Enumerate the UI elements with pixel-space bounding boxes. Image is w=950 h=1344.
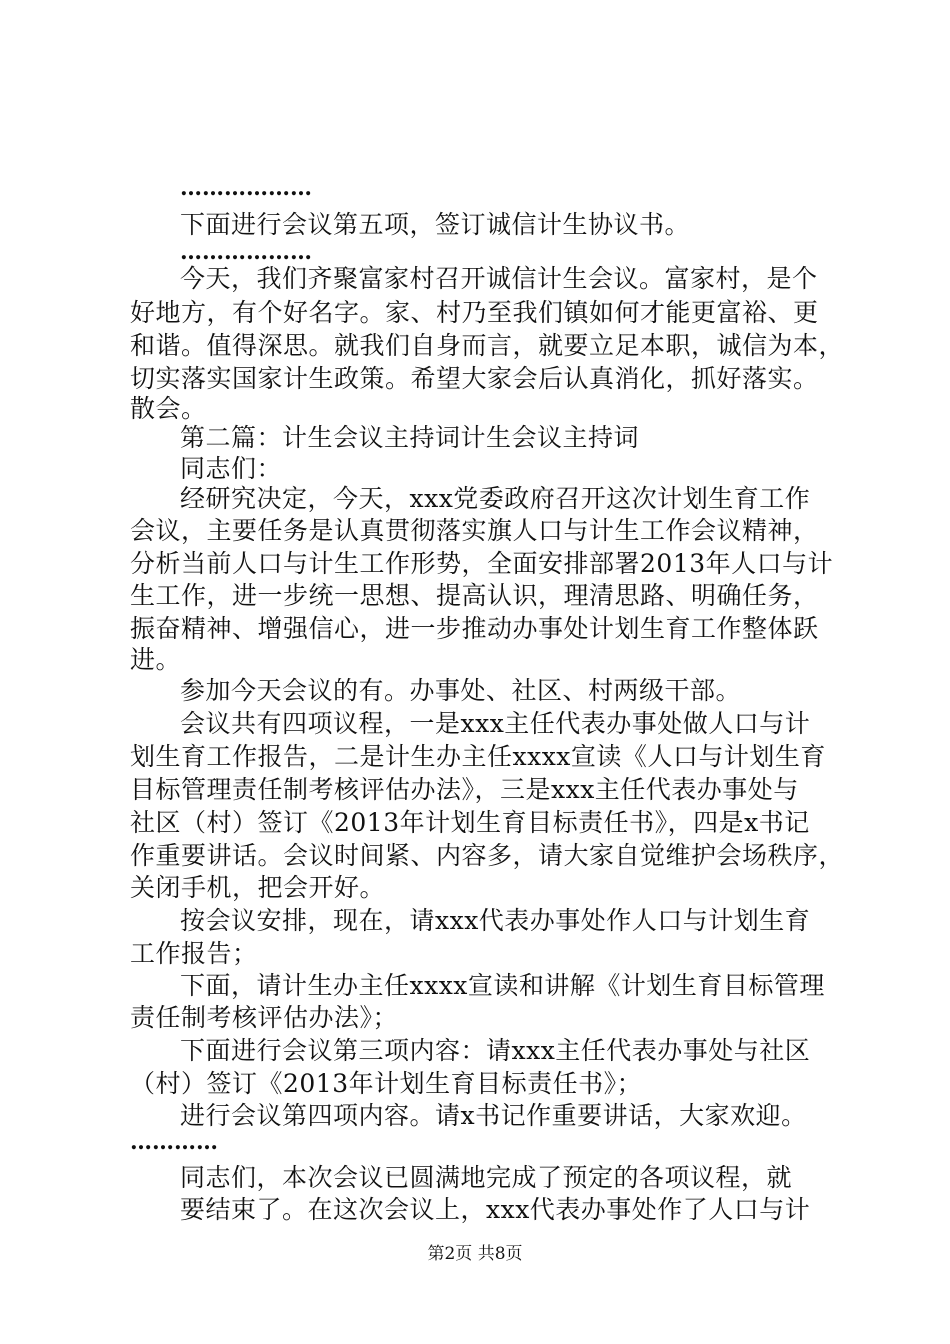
paragraph-line: 散会。 (130, 394, 207, 423)
paragraph-line: 进。 (130, 645, 182, 674)
salutation: 同志们： (180, 454, 283, 483)
ellipsis-separator: ………… (130, 1129, 218, 1155)
paragraph-line: 要结束了。在这次会议上，xxx代表办事处作了人口与计 (180, 1195, 811, 1224)
paragraph-line: 生工作，进一步统一思想、提高认识，理清思路、明确任务， (130, 581, 819, 610)
paragraph-line: 下面进行会议第五项，签订诚信计生协议书。 (180, 210, 691, 239)
paragraph-line: 好地方，有个好名字。家、村乃至我们镇如何才能更富裕、更 (130, 298, 819, 327)
paragraph-line: 按会议安排，现在，请xxx代表办事处作人口与计划生育 (180, 906, 811, 935)
paragraph-line: 关闭手机，把会开好。 (130, 873, 386, 902)
paragraph-line: 划生育工作报告，二是计生办主任xxxx宣读《人口与计划生育 (130, 742, 826, 771)
paragraph-line: 经研究决定，今天，xxx党委政府召开这次计划生育工作 (180, 484, 811, 513)
paragraph-line: 下面，请计生办主任xxxx宣读和讲解《计划生育目标管理 (180, 971, 825, 1000)
paragraph-line: 社区（村）签订《2013年计划生育目标责任书》，四是x书记 (130, 808, 810, 837)
paragraph-line: 工作报告； (130, 939, 258, 968)
ellipsis-separator: ……………… (180, 175, 312, 201)
paragraph-line: 今天，我们齐聚富家村召开诚信计生会议。富家村，是个 (180, 264, 818, 293)
paragraph-line: 切实落实国家计生政策。希望大家会后认真消化，抓好落实。 (130, 364, 819, 393)
paragraph-line: 目标管理责任制考核评估办法》，三是xxx主任代表办事处与 (130, 775, 799, 804)
paragraph-line: 和谐。值得深思。就我们自身而言，就要立足本职，诚信为本， (130, 331, 845, 360)
ellipsis-separator: ……………… (180, 239, 312, 265)
paragraph-line: 责任制考核评估办法》； (130, 1003, 399, 1032)
paragraph-line: 作重要讲话。会议时间紧、内容多，请大家自觉维护会场秩序， (130, 841, 845, 870)
page-number-footer: 第2页 共8页 (427, 1244, 523, 1264)
paragraph-line: 进行会议第四项内容。请x书记作重要讲话，大家欢迎。 (180, 1101, 807, 1130)
paragraph-line: 同志们，本次会议已圆满地完成了预定的各项议程，就 (180, 1163, 793, 1192)
paragraph-line: 参加今天会议的有。办事处、社区、村两级干部。 (180, 676, 742, 705)
paragraph-line: 会议，主要任务是认真贯彻落实旗人口与计生工作会议精神， (130, 516, 819, 545)
paragraph-line: 振奋精神、增强信心，进一步推动办事处计划生育工作整体跃 (130, 614, 819, 643)
paragraph-line: （村）签订《2013年计划生育目标责任书》； (130, 1069, 643, 1098)
paragraph-line: 会议共有四项议程，一是xxx主任代表办事处做人口与计 (180, 709, 811, 738)
paragraph-line: 分析当前人口与计生工作形势，全面安排部署2013年人口与计 (130, 549, 834, 578)
section-heading: 第二篇：计生会议主持词计生会议主持词 (180, 423, 640, 452)
paragraph-line: 下面进行会议第三项内容：请xxx主任代表办事处与社区 (180, 1036, 811, 1065)
